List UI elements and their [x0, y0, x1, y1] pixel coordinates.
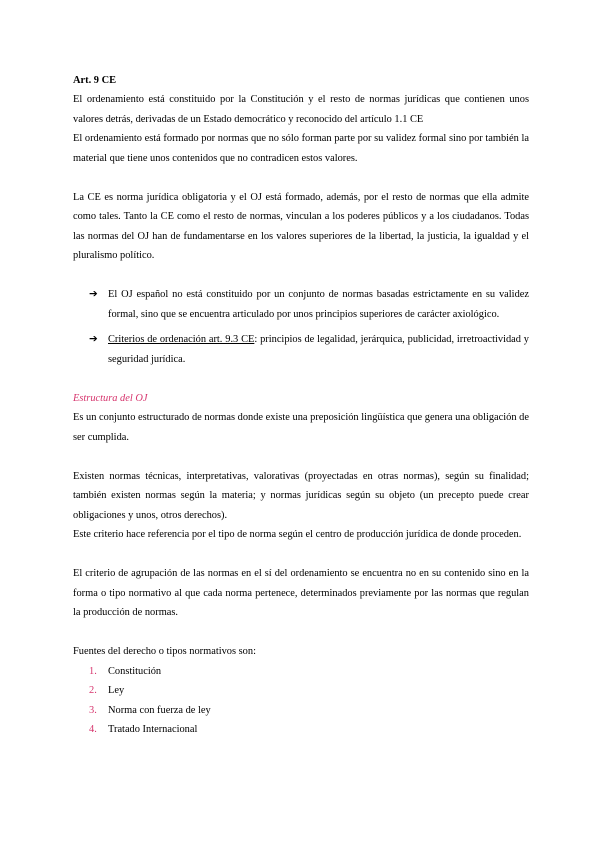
paragraph-conjunto: Es un conjunto estructurado de normas donde existe una preposición lingüística que genera una obligación de ser cumplida. — [73, 412, 529, 443]
paragraph-ce-norma: La CE es norma jurídica obligatoria y el OJ está formado, además, por el resto de normas que ella admite como tales. Tanto la CE como el resto de normas, vinculan a los poderes públicos y a los ciudadanos. Todas las normas del OJ han de fundamentarse en los valores superiores de la libertad, la justicia, la igualdad y el pluralismo político. — [73, 191, 529, 261]
document-page — [73, 72, 529, 740]
paragraph-agrupacion: El criterio de agrupación de las normas en el sí del ordenamiento se encuentra no en su contenido sino en la forma o tipo normativo al que cada norma pertenece, determinados previamente por las normas que regulan la producción de normas. — [73, 568, 529, 618]
bullet-text: : principios de legalidad, jerárquica, publicidad, irretroactividad y seguridad jurídica. — [108, 334, 529, 365]
list-item: 3. Norma con fuerza de ley — [89, 704, 211, 716]
list-item: 2. Ley — [89, 685, 125, 696]
page-heading: Art. 9 CE — [73, 75, 116, 86]
criterios-link[interactable]: Criterios de ordenación art. 9.3 CE — [108, 334, 255, 345]
arrow-icon: ➔ — [89, 333, 98, 345]
list-intro: Fuentes del derecho o tipos normativos son: — [73, 646, 256, 657]
paragraph-normas-tecnicas: Existen normas técnicas, interpretativas, valorativas (proyectadas en otras normas), según su finalidad; también existen normas según la materia; y normas jurídicas según su objeto (un precepto puede crear obligaciones y unos, otros derechos). — [73, 470, 529, 521]
sources-list — [73, 662, 529, 740]
list-item: 1. Constitución — [89, 665, 162, 677]
bullet-criterios — [73, 330, 529, 369]
list-item: 4. Tratado Internacional — [89, 724, 198, 735]
bullet-oj-espanol — [73, 285, 529, 324]
arrow-icon: ➔ — [89, 288, 98, 300]
paragraph-ordenamiento: El ordenamiento está constituido por la Constitución y el resto de normas jurídicas que contienen unos valores detrás, derivadas de un Estado democrático y reconocido del artículo 1.1 CE — [73, 94, 529, 125]
bullet-text: El OJ español no está constituido por un conjunto de normas basadas estrictamente en su validez formal, sino que se encuentra articulado por unos principios superiores de carácter axiológico. — [108, 289, 529, 320]
paragraph-criterio-tipo: Este criterio hace referencia por el tipo de norma según el centro de producción jurídica de donde proceden. — [73, 529, 522, 540]
paragraph-formado: El ordenamiento está formado por normas que no sólo forman parte por su validez formal sino por también la material que tiene unos contenidos que no contradicen estos valores. — [73, 133, 529, 164]
section-title-estructura: Estructura del OJ — [73, 392, 148, 404]
